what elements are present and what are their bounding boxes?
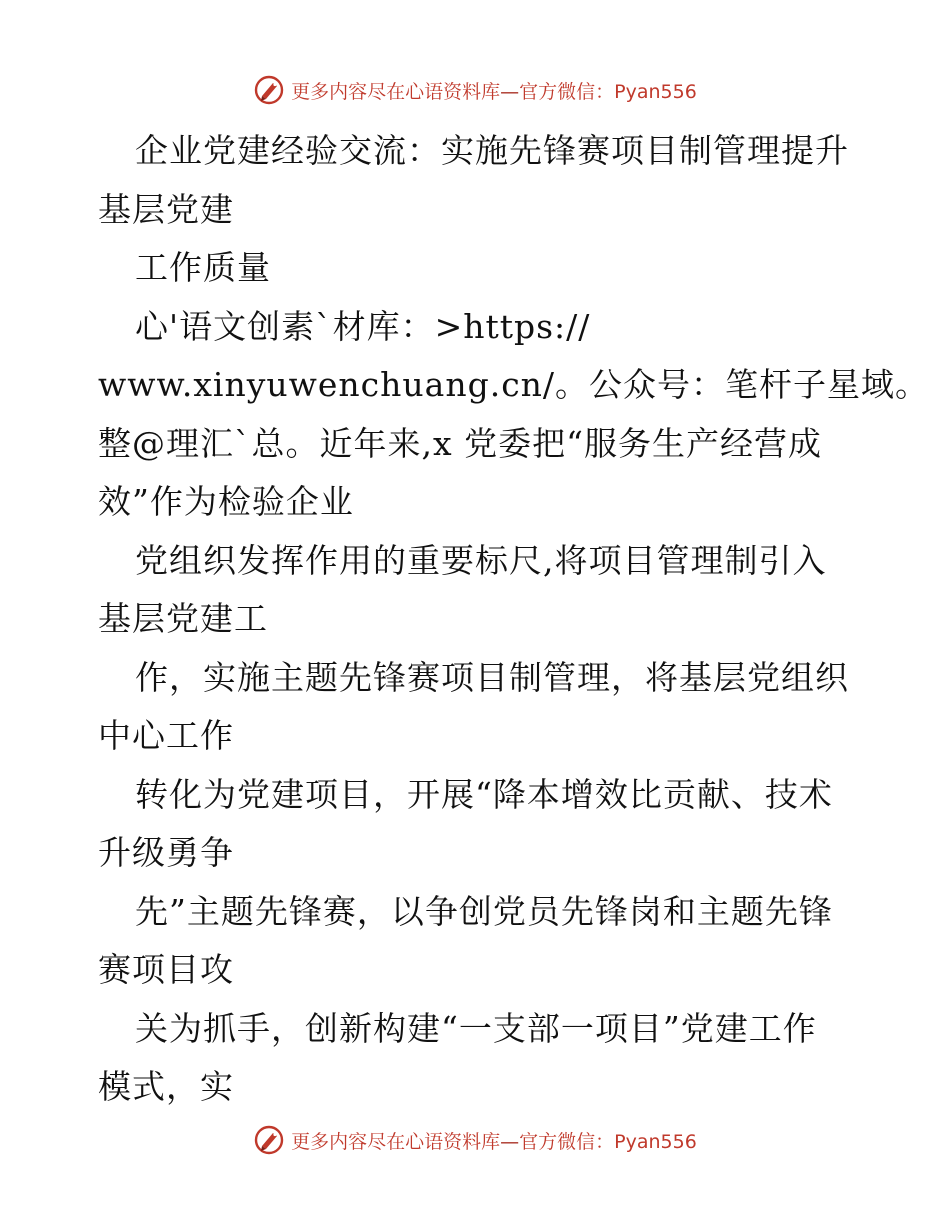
pen-logo-icon [253,74,285,106]
footer-banner [0,1120,950,1160]
doc-line: 作，实施主题先锋赛项目制管理，将基层党组织 [135,657,849,697]
doc-line: www.xinyuwenchuang.cn/。公众号：笔杆子星域。 [98,365,930,404]
banner-text [291,77,697,104]
pen-logo-icon [253,1124,285,1156]
doc-line: 企业党建经验交流：实施先锋赛项目制管理提升 [135,131,849,170]
doc-line: 党组织发挥作用的重要标尺,将项目管理制引入 [135,540,827,580]
banner-text [291,1127,697,1154]
doc-line: 基层党建 [98,189,234,229]
banner-separator: — [500,1130,520,1153]
banner-wechat: 官方微信：Pyan556 [519,1130,697,1153]
doc-line: 先”主题先锋赛，以争创党员先锋岗和主题先锋 [135,891,833,931]
doc-line: 转化为党建项目，开展“降本增效比贡献、技术 [135,774,833,814]
doc-line: 中心工作 [98,716,234,755]
banner-title: 更多内容尽在心语资料库 [291,80,501,103]
banner-wechat: 官方微信：Pyan556 [519,80,697,103]
doc-line: 基层党建工 [98,599,268,638]
doc-line: 赛项目攻 [98,950,234,989]
doc-line: 工作质量 [135,248,271,287]
header-banner [0,70,950,110]
doc-line: 效”作为检验企业 [98,482,354,521]
doc-line: 模式，实 [98,1067,234,1106]
doc-line: 升级勇争 [98,833,234,872]
doc-line: 关为抓手，创新构建“一支部一项目”党建工作 [135,1008,817,1048]
banner-title: 更多内容尽在心语资料库 [291,1130,501,1153]
document-body [98,122,930,1117]
doc-line: 心'语文创素`材库：>https:// [135,306,591,346]
banner-separator: — [500,80,520,103]
doc-line: 整@理汇`总。近年来,x 党委把“服务生产经营成 [98,423,822,463]
